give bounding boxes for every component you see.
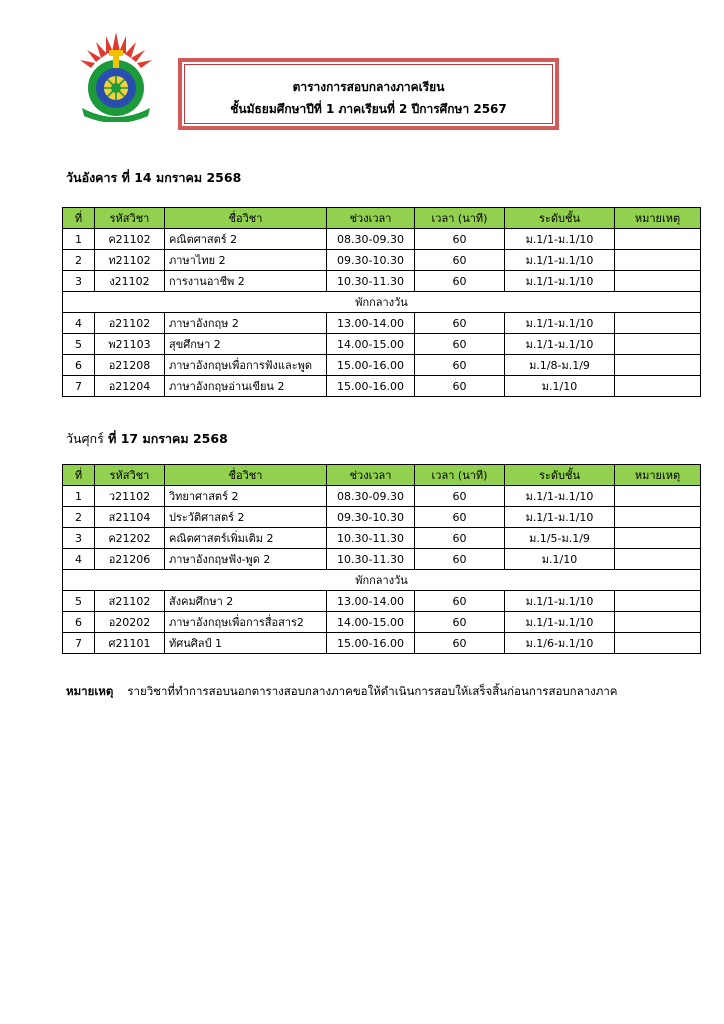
cell-no: 5 (63, 334, 95, 355)
cell-minutes: 60 (415, 633, 505, 654)
cell-code: อ21204 (95, 376, 165, 397)
cell-code: ส21104 (95, 507, 165, 528)
cell-remark (615, 528, 701, 549)
table-header-row (63, 465, 701, 486)
table-row (63, 591, 701, 612)
lunch-break-label: พักกลางวัน (63, 292, 701, 313)
cell-time: 13.00-14.00 (327, 313, 415, 334)
cell-no: 5 (63, 591, 95, 612)
document-subtitle: ชั้นมัธยมศึกษาปีที่ 1 ภาคเรียนที่ 2 ปีการศึกษา 2567 (230, 102, 507, 116)
note-label: หมายเหตุ (66, 684, 114, 698)
cell-minutes: 60 (415, 334, 505, 355)
cell-subject: ภาษาอังกฤษฟัง-พูด 2 (165, 549, 327, 570)
cell-no: 7 (63, 633, 95, 654)
cell-minutes: 60 (415, 229, 505, 250)
cell-remark (615, 591, 701, 612)
table-row (63, 250, 701, 271)
cell-remark (615, 633, 701, 654)
cell-minutes: 60 (415, 250, 505, 271)
col-header-minutes: เวลา (นาที) (415, 465, 505, 486)
cell-remark (615, 313, 701, 334)
cell-code: ค21102 (95, 229, 165, 250)
cell-level: ม.1/8-ม.1/9 (505, 355, 615, 376)
footnote (66, 683, 618, 701)
cell-time: 15.00-16.00 (327, 355, 415, 376)
note-text: รายวิชาที่ทำการสอบนอกตารางสอบกลางภาคขอให้ดำเนินการสอบให้เสร็จสิ้นก่อนการสอบกลางภาค (127, 684, 618, 698)
cell-remark (615, 549, 701, 570)
col-header-remark: หมายเหตุ (615, 465, 701, 486)
cell-remark (615, 334, 701, 355)
col-header-no: ที่ (63, 208, 95, 229)
col-header-time: ช่วงเวลา (327, 208, 415, 229)
cell-minutes: 60 (415, 376, 505, 397)
day2-date: ที่ 17 มกราคม 2568 (108, 431, 228, 446)
cell-code: อ21208 (95, 355, 165, 376)
cell-code: อ21206 (95, 549, 165, 570)
day2-heading (66, 429, 228, 449)
table-header-row (63, 208, 701, 229)
cell-level: ม.1/1-ม.1/10 (505, 313, 615, 334)
cell-code: ท21102 (95, 250, 165, 271)
cell-subject: ภาษาอังกฤษเพื่อการสื่อสาร2 (165, 612, 327, 633)
cell-code: ง21102 (95, 271, 165, 292)
lunch-break-row (63, 570, 701, 591)
table-row (63, 549, 701, 570)
cell-remark (615, 507, 701, 528)
cell-code: อ20202 (95, 612, 165, 633)
cell-code: ว21102 (95, 486, 165, 507)
col-header-subject: ชื่อวิชา (165, 208, 327, 229)
table-row (63, 633, 701, 654)
cell-time: 14.00-15.00 (327, 612, 415, 633)
title-frame (178, 58, 559, 130)
col-header-no: ที่ (63, 465, 95, 486)
cell-remark (615, 355, 701, 376)
cell-no: 6 (63, 355, 95, 376)
cell-remark (615, 376, 701, 397)
cell-level: ม.1/1-ม.1/10 (505, 591, 615, 612)
day1-schedule-table (62, 207, 701, 397)
cell-level: ม.1/1-ม.1/10 (505, 612, 615, 633)
table-row (63, 229, 701, 250)
col-header-level: ระดับชั้น (505, 208, 615, 229)
cell-subject: คณิตศาสตร์ 2 (165, 229, 327, 250)
cell-level: ม.1/1-ม.1/10 (505, 271, 615, 292)
cell-remark (615, 612, 701, 633)
cell-subject: การงานอาชีพ 2 (165, 271, 327, 292)
cell-no: 7 (63, 376, 95, 397)
cell-no: 4 (63, 313, 95, 334)
cell-code: พ21103 (95, 334, 165, 355)
cell-subject: ภาษาอังกฤษ 2 (165, 313, 327, 334)
cell-remark (615, 250, 701, 271)
col-header-subject: ชื่อวิชา (165, 465, 327, 486)
cell-minutes: 60 (415, 528, 505, 549)
lunch-break-label: พักกลางวัน (63, 570, 701, 591)
cell-level: ม.1/10 (505, 376, 615, 397)
cell-no: 1 (63, 229, 95, 250)
cell-minutes: 60 (415, 591, 505, 612)
col-header-level: ระดับชั้น (505, 465, 615, 486)
cell-level: ม.1/5-ม.1/9 (505, 528, 615, 549)
cell-code: ศ21101 (95, 633, 165, 654)
cell-minutes: 60 (415, 271, 505, 292)
col-header-remark: หมายเหตุ (615, 208, 701, 229)
cell-time: 08.30-09.30 (327, 486, 415, 507)
cell-minutes: 60 (415, 486, 505, 507)
cell-subject: ภาษาไทย 2 (165, 250, 327, 271)
table-row (63, 313, 701, 334)
cell-minutes: 60 (415, 313, 505, 334)
day2-day-label: วันศุกร์ (66, 431, 104, 446)
day2-schedule-table (62, 464, 701, 654)
cell-time: 15.00-16.00 (327, 633, 415, 654)
cell-code: อ21102 (95, 313, 165, 334)
cell-time: 09.30-10.30 (327, 507, 415, 528)
cell-time: 10.30-11.30 (327, 271, 415, 292)
cell-minutes: 60 (415, 355, 505, 376)
cell-time: 14.00-15.00 (327, 334, 415, 355)
cell-level: ม.1/1-ม.1/10 (505, 250, 615, 271)
cell-remark (615, 271, 701, 292)
col-header-code: รหัสวิชา (95, 465, 165, 486)
table-row (63, 355, 701, 376)
cell-subject: ภาษาอังกฤษเพื่อการฟังและพูด (165, 355, 327, 376)
cell-no: 3 (63, 271, 95, 292)
cell-remark (615, 229, 701, 250)
table-row (63, 507, 701, 528)
cell-subject: สุขศึกษา 2 (165, 334, 327, 355)
cell-subject: สังคมศึกษา 2 (165, 591, 327, 612)
cell-time: 10.30-11.30 (327, 549, 415, 570)
document-title: ตารางการสอบกลางภาคเรียน (292, 80, 445, 94)
cell-code: ค21202 (95, 528, 165, 549)
cell-level: ม.1/1-ม.1/10 (505, 334, 615, 355)
table-row (63, 334, 701, 355)
cell-time: 15.00-16.00 (327, 376, 415, 397)
cell-time: 13.00-14.00 (327, 591, 415, 612)
cell-no: 6 (63, 612, 95, 633)
cell-time: 08.30-09.30 (327, 229, 415, 250)
cell-subject: ทัศนศิลป์ 1 (165, 633, 327, 654)
cell-no: 2 (63, 507, 95, 528)
cell-level: ม.1/6-ม.1/10 (505, 633, 615, 654)
col-header-time: ช่วงเวลา (327, 465, 415, 486)
cell-no: 3 (63, 528, 95, 549)
cell-time: 10.30-11.30 (327, 528, 415, 549)
day1-heading (66, 168, 241, 188)
table-row (63, 271, 701, 292)
table-row (63, 486, 701, 507)
col-header-code: รหัสวิชา (95, 208, 165, 229)
day1-date: ที่ 14 มกราคม 2568 (121, 170, 242, 185)
table-row (63, 376, 701, 397)
school-logo (76, 30, 156, 122)
col-header-minutes: เวลา (นาที) (415, 208, 505, 229)
cell-remark (615, 486, 701, 507)
day1-day-label: วันอังคาร (66, 170, 118, 185)
cell-no: 1 (63, 486, 95, 507)
cell-level: ม.1/10 (505, 549, 615, 570)
lunch-break-row (63, 292, 701, 313)
cell-no: 2 (63, 250, 95, 271)
cell-level: ม.1/1-ม.1/10 (505, 486, 615, 507)
cell-subject: วิทยาศาสตร์ 2 (165, 486, 327, 507)
cell-subject: คณิตศาสตร์เพิ่มเติม 2 (165, 528, 327, 549)
cell-no: 4 (63, 549, 95, 570)
cell-subject: ภาษาอังกฤษอ่านเขียน 2 (165, 376, 327, 397)
cell-level: ม.1/1-ม.1/10 (505, 507, 615, 528)
cell-minutes: 60 (415, 612, 505, 633)
cell-minutes: 60 (415, 549, 505, 570)
cell-level: ม.1/1-ม.1/10 (505, 229, 615, 250)
cell-time: 09.30-10.30 (327, 250, 415, 271)
table-row (63, 612, 701, 633)
cell-code: ส21102 (95, 591, 165, 612)
table-row (63, 528, 701, 549)
cell-subject: ประวัติศาสตร์ 2 (165, 507, 327, 528)
cell-minutes: 60 (415, 507, 505, 528)
